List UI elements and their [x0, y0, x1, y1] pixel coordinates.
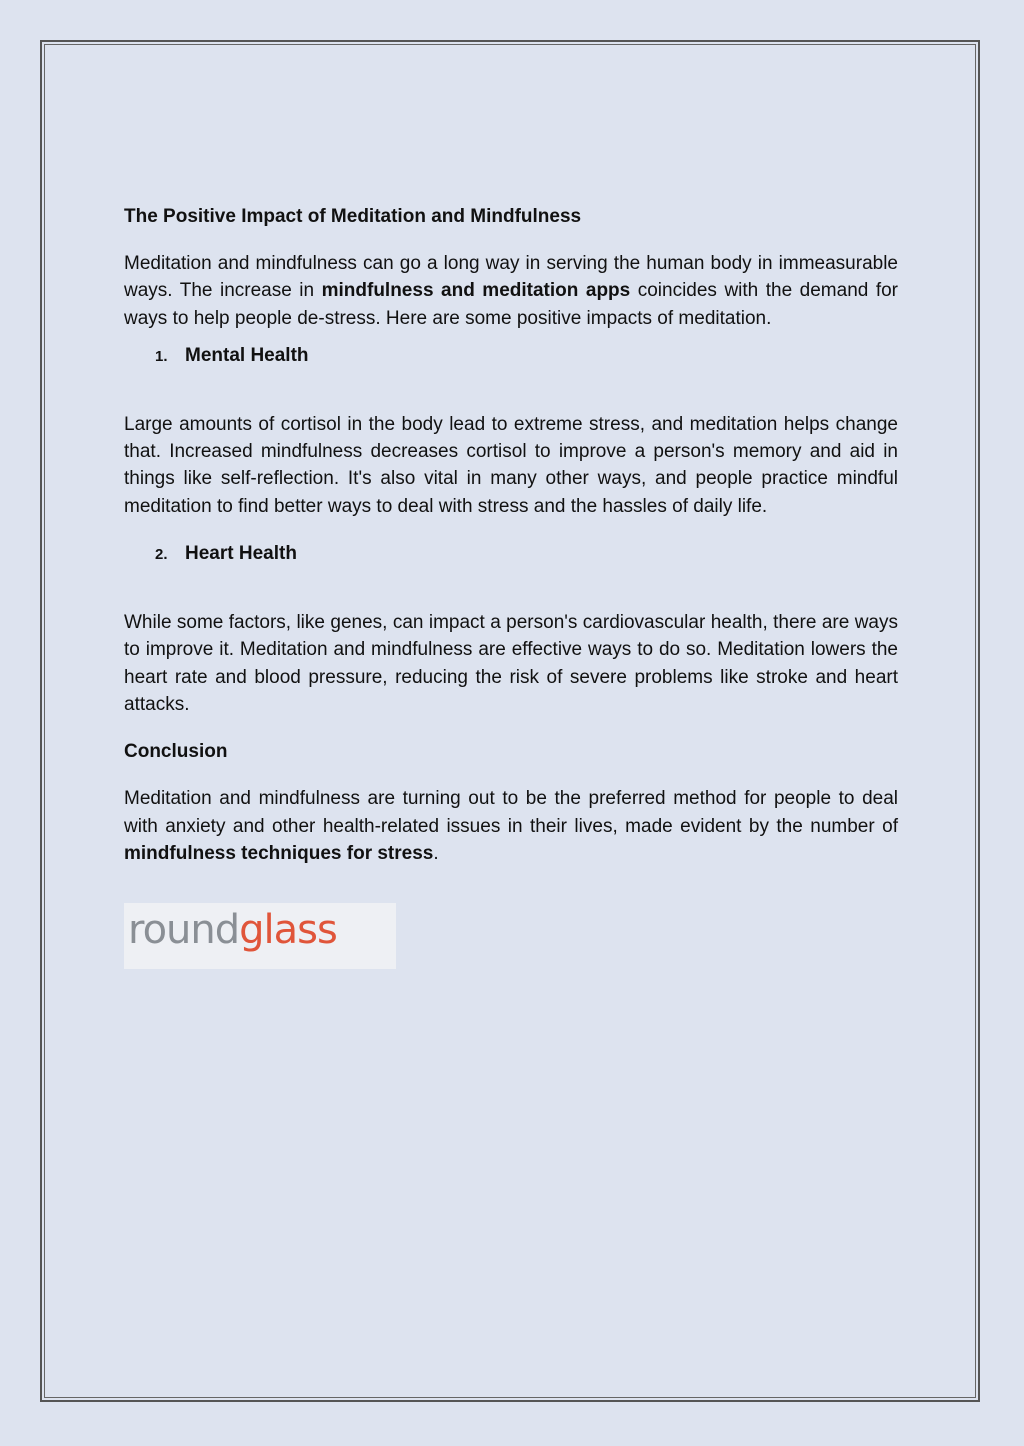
- intro-paragraph: [124, 250, 898, 332]
- roundglass-logo-mark: [124, 903, 396, 969]
- conclusion-text-start: Meditation and mindfulness are turning out to be the preferred method for people to deal with anxiety and other health-related issues in their lives, made evident by the number of: [124, 788, 898, 837]
- conclusion-bold-link: mindfulness techniques for stress: [124, 842, 434, 864]
- intro-bold-link: mindfulness and meditation apps: [321, 280, 631, 302]
- conclusion-text-end: .: [433, 842, 439, 864]
- heart-health-paragraph: While some factors, like genes, can impact a person's cardiovascular health, there are ways to improve it. Meditation and mindfulness are effective ways to do so. Meditation lowers the heart rate and blood pressure, reducing the risk of severe problems like stroke and heart attacks.: [124, 612, 898, 715]
- section-heading-mental-health: [124, 342, 898, 370]
- conclusion-heading: Conclusion: [124, 741, 228, 763]
- roundglass-logo: [124, 903, 396, 969]
- section-title: Mental Health: [185, 344, 309, 366]
- conclusion-paragraph: [124, 785, 898, 867]
- intro-text-start: Meditation and mindfulness can go a long way in serving the human body in immeasurable ways. The increase in: [124, 253, 898, 302]
- mental-health-paragraph: Large amounts of cortisol in the body lead to extreme stress, and meditation helps change that. Increased mindfulness decreases cortisol to improve a person's memory and aid in things like self-reflection. It's also vital in many other ways, and people practice mindful meditation to find better ways to deal with stress and the hassles of daily life.: [124, 413, 898, 517]
- document-title: The Positive Impact of Meditation and Mindfulness: [124, 206, 582, 227]
- section-number: 1.: [155, 347, 168, 365]
- section-title: Heart Health: [185, 543, 297, 565]
- document-content: [124, 203, 898, 969]
- intro-text-end: coincides with the demand for ways to help people de-stress. Here are some positive impacts of meditation.: [124, 280, 899, 329]
- section-heading-heart-health: [124, 540, 898, 568]
- section-number: 2.: [155, 546, 168, 564]
- logo-text: roundglass: [128, 907, 337, 954]
